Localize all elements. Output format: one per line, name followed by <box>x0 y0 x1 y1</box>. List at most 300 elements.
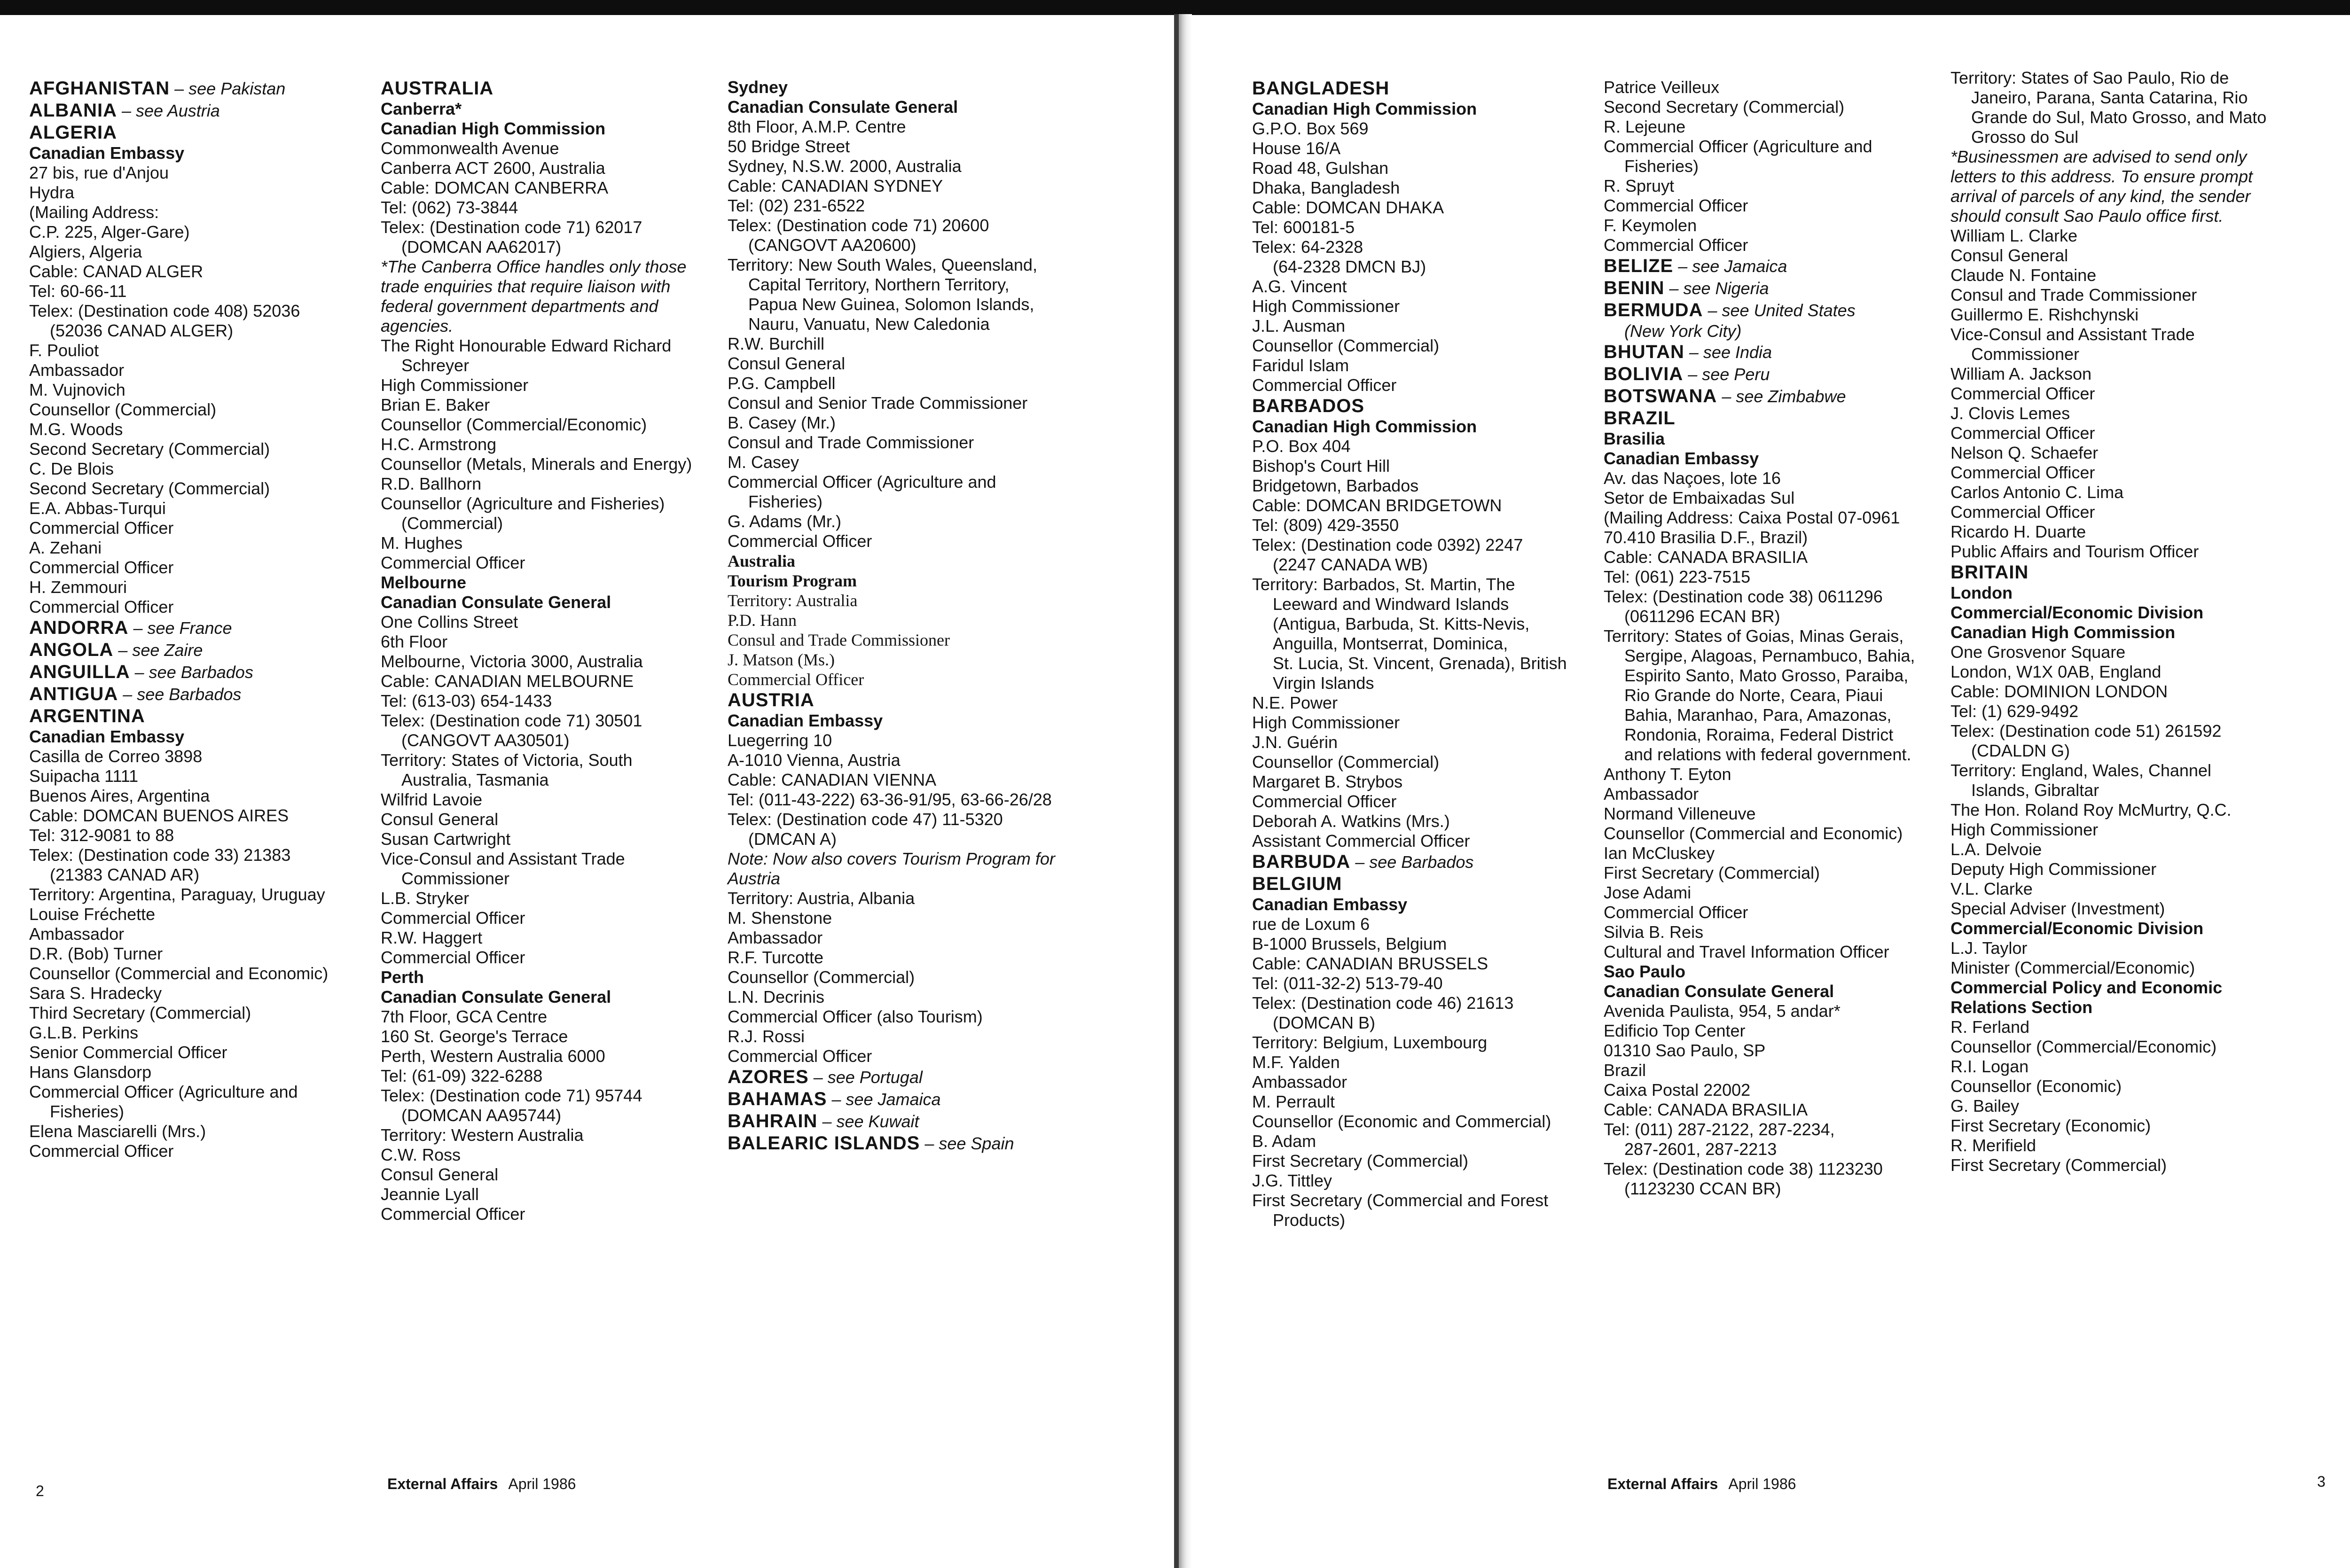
office-note: *The Canberra Office handles only those trade enquiries that require liaison with federal government departments and agencies. <box>381 257 687 335</box>
address-line: (Mailing Address: Caixa Postal 07-0961 <box>1604 508 1900 527</box>
person-name: E.A. Abbas-Turqui <box>29 499 166 518</box>
person-name: M. Hughes <box>381 533 463 553</box>
person-title: First Secretary (Economic) <box>1950 1116 2151 1135</box>
person-title: Counsellor (Agriculture and Fisheries) <box>381 494 665 513</box>
address-line: rue de Loxum 6 <box>1252 914 1370 934</box>
person-name: William A. Jackson <box>1950 364 2092 383</box>
office-name: Canadian Embassy <box>1252 895 1408 914</box>
country-heading <box>1604 299 1942 321</box>
person-name: L.N. Decrinis <box>728 987 825 1006</box>
office-name: Canadian Consulate General <box>728 97 958 117</box>
person-name: J.G. Tittley <box>1252 1171 1332 1190</box>
text-span: – see Barbados <box>130 663 253 682</box>
person-name: Hans Glansdorp <box>29 1062 152 1082</box>
footer-right <box>1607 1475 1796 1492</box>
person-name: L.J. Taylor <box>1950 938 2028 958</box>
scan-top-border <box>0 0 2350 15</box>
person-title: Commercial Officer <box>29 518 174 538</box>
address-line: One Grosvenor Square <box>1950 642 2126 662</box>
text-span: BALEARIC ISLANDS <box>728 1133 920 1154</box>
page-number-left: 2 <box>36 1482 44 1499</box>
address-line: Tel: 600181-5 <box>1252 218 1355 237</box>
office-note: Note: Now also covers Tourism Program for Austria <box>728 849 1055 888</box>
address-line: Tel: (613-03) 654-1433 <box>381 691 552 710</box>
column-2 <box>381 78 719 1224</box>
person-name: J.N. Guérin <box>1252 733 1338 752</box>
person-title: Second Secretary (Commercial) <box>1604 97 1845 117</box>
text-span: BOLIVIA <box>1604 364 1684 384</box>
person-name: P.D. Hann <box>728 611 797 630</box>
address-line: Tel: 60-66-11 <box>29 281 127 301</box>
person-name: William L. Clarke <box>1950 226 2078 245</box>
text-span: ALBANIA <box>29 100 117 121</box>
text-span: – see Zaire <box>113 640 203 660</box>
territory-line: Territory: Austria, Albania <box>728 889 915 908</box>
territory-line: and relations with federal government. <box>1624 745 1911 764</box>
person-title: Commercial Officer <box>29 1141 174 1161</box>
territory-line: Virgin Islands <box>1273 673 1374 693</box>
territory-line: Bahia, Maranhao, Para, Amazonas, <box>1624 705 1892 725</box>
person-name: M.F. Yalden <box>1252 1053 1340 1072</box>
person-name: R. Lejeune <box>1604 117 1686 136</box>
person-title: Counsellor (Commercial/Economic) <box>1950 1037 2217 1056</box>
address-line: Melbourne, Victoria 3000, Australia <box>381 652 643 671</box>
person-name: Carlos Antonio C. Lima <box>1950 483 2124 502</box>
person-name: The Right Honourable Edward Richard <box>381 336 672 355</box>
country-heading <box>29 78 368 100</box>
person-title: Minister (Commercial/Economic) <box>1950 958 2195 977</box>
person-name: C. De Blois <box>29 459 114 478</box>
address-line: Buenos Aires, Argentina <box>29 786 210 805</box>
person-title: First Secretary (Commercial) <box>1604 863 1820 882</box>
person-name: R.I. Logan <box>1950 1057 2029 1076</box>
address-line: Cable: CANADIAN MELBOURNE <box>381 671 634 691</box>
city-name: Sao Paulo <box>1604 962 1686 981</box>
person-name: Ian McCluskey <box>1604 843 1715 863</box>
address-line: Telex: (Destination code 71) 30501 <box>381 711 642 730</box>
text-span: – see Jamaica <box>827 1090 941 1109</box>
person-name: Elena Masciarelli (Mrs.) <box>29 1122 206 1141</box>
text-span: – see Austria <box>117 101 220 120</box>
address-line: 6th Floor <box>381 632 448 651</box>
person-title: Commercial Officer (also Tourism) <box>728 1007 983 1026</box>
page-number-right: 3 <box>2317 1473 2326 1490</box>
person-name: Faridul Islam <box>1252 356 1349 375</box>
person-title: Counsellor (Commercial) <box>728 967 915 987</box>
person-title: Commercial Officer <box>1950 463 2095 482</box>
country-heading: ALGERIA <box>29 122 117 143</box>
address-line: (21383 CANAD AR) <box>50 865 200 884</box>
address-line: 50 Bridge Street <box>728 137 850 156</box>
address-line: Cable: CANADIAN VIENNA <box>728 770 937 789</box>
address-line: (DOMCAN AA95744) <box>401 1106 562 1125</box>
address-line: Bridgetown, Barbados <box>1252 476 1419 495</box>
person-title: Commercial Officer <box>1252 375 1397 395</box>
territory-line: Rio Grande do Norte, Ceara, Piaui <box>1624 686 1883 705</box>
office-name: Canadian Consulate General <box>1604 982 1834 1001</box>
office-name: Canadian High Commission <box>1950 623 2176 642</box>
territory-line: Nauru, Vanuatu, New Caledonia <box>748 314 990 334</box>
address-line: Av. das Naçoes, lote 16 <box>1604 468 1781 488</box>
address-line: Tel: (61-09) 322-6288 <box>381 1066 543 1085</box>
address-line: (52036 CANAD ALGER) <box>50 321 234 340</box>
country-heading: BRITAIN <box>1950 562 2029 583</box>
issue-date: April 1986 <box>508 1475 576 1492</box>
address-line: Cable: CANADA BRASILIA <box>1604 1100 1808 1119</box>
person-name: Jeannie Lyall <box>381 1185 479 1204</box>
address-line: (0611296 ECAN BR) <box>1624 607 1780 626</box>
person-title: Commercial Officer <box>381 1204 525 1224</box>
column-5 <box>1604 78 1942 1199</box>
country-heading <box>1604 363 1942 385</box>
address-line: Tel: (809) 429-3550 <box>1252 515 1399 535</box>
person-title: First Secretary (Commercial) <box>1252 1151 1469 1170</box>
office-name: Canadian Embassy <box>728 711 883 730</box>
office-name: Canadian Embassy <box>29 143 185 163</box>
address-line: Telex: (Destination code 71) 62017 <box>381 218 642 237</box>
person-title: High Commissioner <box>1252 713 1400 732</box>
person-name: Nelson Q. Schaefer <box>1950 443 2099 462</box>
territory-line: Islands, Gibraltar <box>1971 780 2099 800</box>
person-title: First Secretary (Commercial) <box>1950 1155 2167 1175</box>
person-name: N.E. Power <box>1252 693 1338 712</box>
address-line: (64-2328 DMCN BJ) <box>1273 257 1426 276</box>
territory-line: Territory: England, Wales, Channel <box>1950 761 2211 780</box>
country-heading <box>29 617 368 639</box>
address-line: G.P.O. Box 569 <box>1252 119 1369 138</box>
text-span: – see United States <box>1703 301 1856 320</box>
address-line: (DOMCAN AA62017) <box>401 237 562 257</box>
person-title: Ambassador <box>728 928 823 947</box>
column-4 <box>1252 78 1590 1230</box>
person-title: Consul and Trade Commissioner <box>728 631 950 649</box>
city-name: Canberra* <box>381 99 462 118</box>
office-name: Canadian High Commission <box>1252 99 1477 118</box>
text-span: AFGHANISTAN <box>29 78 170 99</box>
office-note: *Businessmen are advised to send only letters to this address. To ensure prompt arrival of parcels of any kind, the sender should consult Sao Paulo office first. <box>1950 147 2253 226</box>
person-title: Consul and Senior Trade Commissioner <box>728 393 1028 413</box>
address-line: Tel: (061) 223-7515 <box>1604 567 1751 586</box>
person-title: Assistant Commercial Officer <box>1252 831 1470 850</box>
person-title: Commissioner <box>1971 344 2080 364</box>
text-span: – see Kuwait <box>817 1112 919 1131</box>
country-heading: BRAZIL <box>1604 408 1676 429</box>
address-line: Perth, Western Australia 6000 <box>381 1046 605 1066</box>
address-line: Caixa Postal 22002 <box>1604 1080 1751 1100</box>
text-span: ANDORRA <box>29 617 129 638</box>
address-line: Telex: (Destination code 47) 11-5320 <box>728 810 1003 829</box>
person-title: Consul General <box>1950 246 2068 265</box>
address-line: 01310 Sao Paulo, SP <box>1604 1041 1766 1060</box>
territory-line: Territory: States of Sao Paulo, Rio de <box>1950 68 2229 87</box>
person-title: Consul General <box>381 810 499 829</box>
person-title: Counsellor (Commercial) <box>1252 336 1440 355</box>
text-span: – see Jamaica <box>1673 257 1787 276</box>
address-line: Tel: (062) 73-3844 <box>381 198 518 217</box>
person-name: J. Clovis Lemes <box>1950 404 2070 423</box>
publication-name: External Affairs <box>387 1475 498 1492</box>
country-heading <box>29 639 368 661</box>
address-line: Telex: (Destination code 408) 52036 <box>29 301 300 320</box>
country-heading <box>29 683 368 705</box>
person-name: Schreyer <box>401 356 470 375</box>
address-line: (CANGOVT AA20600) <box>748 235 916 255</box>
person-name: Jose Adami <box>1604 883 1692 902</box>
address-line: Setor de Embaixadas Sul <box>1604 488 1795 507</box>
territory-line: (Antigua, Barbuda, St. Kitts-Nevis, <box>1273 614 1530 633</box>
city-name: Perth <box>381 967 424 987</box>
person-title: Ambassador <box>29 924 125 944</box>
person-title: Commercial Officer <box>1604 196 1748 215</box>
address-line: Casilla de Correo 3898 <box>29 747 203 766</box>
text-span: BAHRAIN <box>728 1111 818 1131</box>
address-line: P.O. Box 404 <box>1252 437 1351 456</box>
person-title: First Secretary (Commercial and Forest <box>1252 1191 1549 1210</box>
person-name: M. Perrault <box>1252 1092 1335 1111</box>
office-name: Canadian Embassy <box>29 727 185 746</box>
address-line: Commonwealth Avenue <box>381 139 559 158</box>
address-line: Telex: (Destination code 33) 21383 <box>29 845 291 865</box>
person-name: Patrice Veilleux <box>1604 78 1720 97</box>
person-title: Commercial Officer <box>1950 502 2095 522</box>
address-line: 160 St. George's Terrace <box>381 1027 568 1046</box>
address-line: Tel: (011) 287-2122, 287-2234, <box>1604 1120 1835 1139</box>
person-name: Ricardo H. Duarte <box>1950 522 2086 541</box>
person-title: Counsellor (Commercial) <box>29 400 217 419</box>
person-name: Guillermo E. Rishchynski <box>1950 305 2139 324</box>
person-name: R.W. Burchill <box>728 334 825 353</box>
person-name: B. Adam <box>1252 1131 1316 1151</box>
address-line: Tel: (1) 629-9492 <box>1950 702 2079 721</box>
text-span: BHUTAN <box>1604 342 1684 362</box>
country-heading <box>29 100 368 122</box>
territory-line: Janeiro, Parana, Santa Catarina, Rio <box>1971 88 2248 107</box>
person-name: Susan Cartwright <box>381 829 511 849</box>
address-line: Telex: (Destination code 71) 20600 <box>728 216 989 235</box>
country-heading <box>728 1088 1066 1110</box>
person-name: J.L. Ausman <box>1252 316 1346 335</box>
person-name: M. Casey <box>728 452 799 472</box>
person-title: Consul General <box>381 1165 499 1184</box>
page-gutter <box>1179 14 1192 1568</box>
person-title: Commissioner <box>401 869 510 888</box>
text-span: BARBUDA <box>1252 851 1351 872</box>
territory-line: Territory: New South Wales, Queensland, <box>728 255 1037 274</box>
division-name: Commercial/Economic Division <box>1950 919 2204 938</box>
text-span: – see Spain <box>920 1134 1014 1153</box>
person-name: V.L. Clarke <box>1950 879 2033 898</box>
territory-line: Papua New Guinea, Solomon Islands, <box>748 295 1034 314</box>
person-title: Special Adviser (Investment) <box>1950 899 2165 918</box>
person-title: Commercial Officer <box>1252 792 1397 811</box>
person-name: Brian E. Baker <box>381 395 490 414</box>
text-span: – see Nigeria <box>1664 279 1769 298</box>
address-line: 27 bis, rue d'Anjou <box>29 163 169 182</box>
person-title: Commercial Officer <box>381 908 525 928</box>
person-title: Counsellor (Commercial and Economic) <box>29 964 329 983</box>
person-name: J. Matson (Ms.) <box>728 650 835 669</box>
territory-line: Leeward and Windward Islands <box>1273 594 1509 614</box>
person-name: The Hon. Roland Roy McMurtry, Q.C. <box>1950 800 2232 819</box>
person-name: L.A. Delvoie <box>1950 840 2042 859</box>
territory-line: Anguilla, Montserrat, Dominica, <box>1273 634 1508 653</box>
person-title: Senior Commercial Officer <box>29 1043 227 1062</box>
territory-line: Grosso do Sul <box>1971 127 2079 147</box>
column-3 <box>728 78 1066 1155</box>
page-gutter-shadow <box>1174 14 1179 1568</box>
address-line: Tel: (02) 231-6522 <box>728 196 865 215</box>
address-line: Cable: CANADIAN SYDNEY <box>728 176 943 195</box>
person-name: Claude N. Fontaine <box>1950 265 2097 285</box>
division-name: Commercial Policy and Economic <box>1950 978 2223 997</box>
address-line: Hydra <box>29 183 75 202</box>
person-name: M. Vujnovich <box>29 380 125 399</box>
person-name: R.D. Ballhorn <box>381 474 482 493</box>
person-name: B. Casey (Mr.) <box>728 413 836 432</box>
person-title: Consul General <box>728 354 846 373</box>
territory-line: Capital Territory, Northern Territory, <box>748 275 1010 294</box>
person-name: G.L.B. Perkins <box>29 1023 139 1042</box>
country-heading: ARGENTINA <box>29 706 145 726</box>
address-line: (CDALDN G) <box>1971 741 2070 760</box>
person-title: Counsellor (Metals, Minerals and Energy) <box>381 454 692 474</box>
person-name: H. Zemmouri <box>29 577 127 597</box>
person-title: Third Secretary (Commercial) <box>29 1003 251 1022</box>
city-name: Australia <box>728 552 795 570</box>
country-heading <box>728 1066 1066 1088</box>
person-title: Consul and Trade Commissioner <box>728 433 974 452</box>
person-name: R.J. Rossi <box>728 1027 805 1046</box>
country-heading <box>728 1132 1066 1155</box>
country-heading <box>1604 385 1942 407</box>
address-line: Tel: (011-32-2) 513-79-40 <box>1252 974 1443 993</box>
person-title: Commercial Officer <box>1950 384 2095 403</box>
person-name: G. Bailey <box>1950 1096 2020 1116</box>
city-name: Sydney <box>728 78 788 97</box>
person-title: Counsellor (Commercial) <box>1252 752 1440 772</box>
person-title: High Commissioner <box>1252 296 1400 316</box>
person-title: Fisheries) <box>50 1102 125 1121</box>
country-heading <box>1604 255 1942 277</box>
person-title: High Commissioner <box>381 375 529 395</box>
territory-line: Territory: States of Victoria, South <box>381 750 633 770</box>
city-name: Brasilia <box>1604 429 1665 448</box>
person-name: Anthony T. Eyton <box>1604 764 1731 784</box>
person-name: M. Shenstone <box>728 908 832 928</box>
person-title: Commercial Officer <box>29 597 174 616</box>
publication-name: External Affairs <box>1607 1475 1718 1492</box>
person-name: R. Merifield <box>1950 1136 2037 1155</box>
text-span: ANGOLA <box>29 640 114 660</box>
text-span: – see Zimbabwe <box>1717 387 1846 406</box>
address-line: C.P. 225, Alger-Gare) <box>29 222 190 242</box>
person-title: Commercial Officer <box>1950 423 2095 443</box>
address-line: Cable: CANAD ALGER <box>29 262 204 281</box>
territory-line: Territory: Argentina, Paraguay, Uruguay <box>29 885 325 904</box>
country-heading <box>29 661 368 683</box>
address-line: Telex: (Destination code 71) 95744 <box>381 1086 642 1105</box>
address-line: (2247 CANADA WB) <box>1273 555 1428 574</box>
text-span: BOTSWANA <box>1604 386 1717 406</box>
territory-line: St. Lucia, St. Vincent, Grenada), British <box>1273 654 1567 673</box>
person-name: A. Zehani <box>29 538 102 557</box>
person-title: Cultural and Travel Information Officer <box>1604 942 1889 961</box>
address-line: (DOMCAN B) <box>1273 1013 1375 1032</box>
address-line: Cable: DOMINION LONDON <box>1950 682 2168 701</box>
text-span: ANGUILLA <box>29 662 130 682</box>
country-heading <box>728 1110 1066 1132</box>
person-title: Consul and Trade Commissioner <box>1950 285 2197 304</box>
country-heading <box>1604 341 1942 363</box>
person-name: Deborah A. Watkins (Mrs.) <box>1252 811 1450 831</box>
column-6 <box>1950 68 2289 1175</box>
person-title: Commercial Officer <box>1604 235 1748 255</box>
person-title: Counsellor (Economic and Commercial) <box>1252 1112 1551 1131</box>
person-title: Counsellor (Economic) <box>1950 1077 2122 1096</box>
address-line: Edificio Top Center <box>1604 1021 1746 1040</box>
person-title: High Commissioner <box>1950 820 2099 839</box>
address-line: Cable: CANADIAN BRUSSELS <box>1252 954 1488 973</box>
territory-line: Territory: Barbados, St. Martin, The <box>1252 575 1515 594</box>
text-span: – see France <box>128 618 232 638</box>
person-title: Vice-Consul and Assistant Trade <box>381 849 625 868</box>
office-name: Canadian Embassy <box>1604 449 1759 468</box>
address-line: Dhaka, Bangladesh <box>1252 178 1400 197</box>
person-name: R.F. Turcotte <box>728 948 824 967</box>
office-name: Canadian High Commission <box>381 119 606 138</box>
address-line: Cable: CANADA BRASILIA <box>1604 547 1808 567</box>
person-title: Commercial Officer <box>29 558 174 577</box>
text-span: – see Barbados <box>1350 852 1474 872</box>
person-title: Second Secretary (Commercial) <box>29 479 270 498</box>
person-title: Commercial Officer <box>381 553 525 572</box>
person-title: Vice-Consul and Assistant Trade <box>1950 325 2195 344</box>
territory-line: Sergipe, Alagoas, Pernambuco, Bahia, <box>1624 646 1915 665</box>
address-line: B-1000 Brussels, Belgium <box>1252 934 1447 953</box>
person-name: P.G. Campbell <box>728 374 836 393</box>
person-name: Wilfrid Lavoie <box>381 790 483 809</box>
country-heading: BELGIUM <box>1252 874 1342 894</box>
address-line: Sydney, N.S.W. 2000, Australia <box>728 156 962 176</box>
territory-line: Territory: Western Australia <box>381 1125 584 1145</box>
address-line: Cable: DOMCAN DHAKA <box>1252 198 1444 217</box>
person-name: Margaret B. Strybos <box>1252 772 1403 791</box>
person-title: Ambassador <box>1604 784 1699 804</box>
address-line: Cable: DOMCAN BRIDGETOWN <box>1252 496 1502 515</box>
address-line: Telex: (Destination code 46) 21613 <box>1252 993 1514 1013</box>
person-name: Sara S. Hradecky <box>29 983 162 1003</box>
division-name: Relations Section <box>1950 998 2093 1017</box>
country-heading <box>1604 277 1942 299</box>
person-name: C.W. Ross <box>381 1145 461 1164</box>
person-title: Counsellor (Commercial and Economic) <box>1604 824 1903 843</box>
person-name: R. Ferland <box>1950 1017 2030 1037</box>
column-1 <box>29 78 368 1161</box>
address-line: Cable: DOMCAN BUENOS AIRES <box>29 806 289 825</box>
person-name: L.B. Stryker <box>381 889 470 908</box>
issue-date: April 1986 <box>1728 1475 1796 1492</box>
person-title: Commercial Officer <box>728 1046 872 1066</box>
address-line: Cable: DOMCAN CANBERRA <box>381 178 609 197</box>
text-span: BAHAMAS <box>728 1089 827 1109</box>
address-line: 70.410 Brasilia D.F., Brazil) <box>1604 528 1808 547</box>
address-line: Algiers, Algeria <box>29 242 142 261</box>
address-line: Avenida Paulista, 954, 5 andar* <box>1604 1001 1841 1021</box>
address-line: Canberra ACT 2600, Australia <box>381 158 605 178</box>
person-name: Louise Fréchette <box>29 905 156 924</box>
person-title: Commercial Officer (Agriculture and <box>728 472 996 491</box>
person-title: Ambassador <box>1252 1072 1347 1092</box>
